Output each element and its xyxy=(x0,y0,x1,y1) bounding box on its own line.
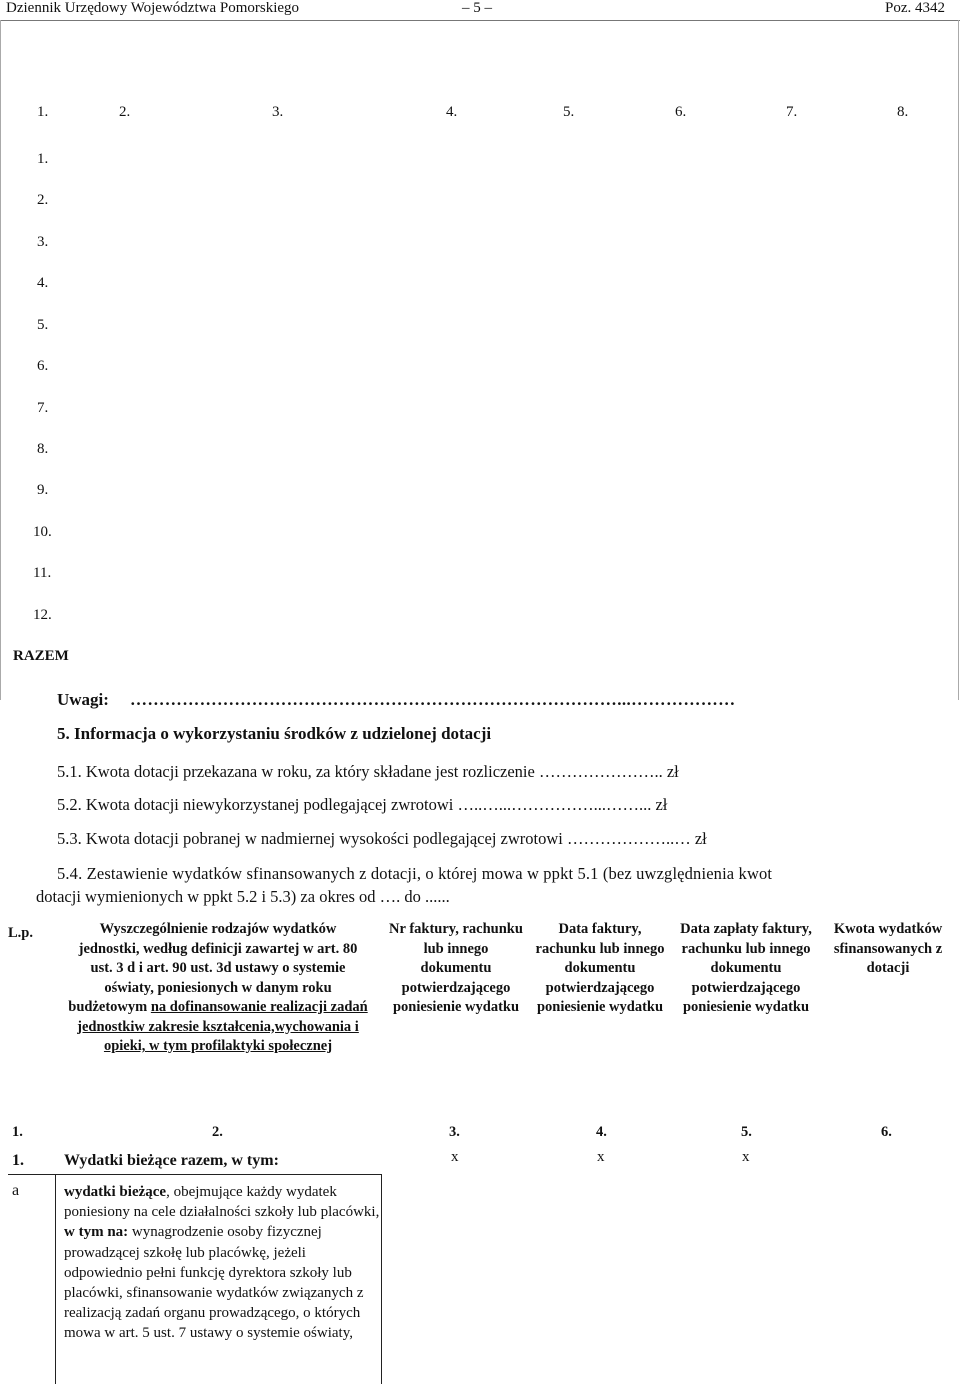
column-divider xyxy=(55,1174,56,1384)
header-lp: L.p. xyxy=(8,925,33,941)
row-number: 7. xyxy=(37,400,49,416)
table-border-left xyxy=(0,20,1,700)
item-5-4-line2: dotacji wymienionych w ppkt 5.2 i 5.3) za okres od …. do ...... xyxy=(36,887,450,906)
row-divider xyxy=(8,1174,382,1175)
row-a-lp: a xyxy=(12,1182,20,1199)
row-number: 4. xyxy=(37,275,49,291)
row-a-text-1: , obejmujące każdy wydatek poniesiony na cele działalności szkoły lub placówki, xyxy=(64,1184,380,1221)
row-number: 5. xyxy=(37,317,49,333)
column-number: 8. xyxy=(897,104,909,120)
row-1-label: Wydatki bieżące razem, w tym: xyxy=(64,1152,279,1169)
total-label: RAZEM xyxy=(13,648,69,664)
row-1-mark: x xyxy=(597,1149,605,1165)
column-divider xyxy=(381,1174,382,1384)
header-invoice-number: Nr faktury, rachunku lub innego dokumentu potwierdzającego poniesienie wydatku xyxy=(389,921,523,1015)
row-number: 11. xyxy=(33,565,52,581)
column-number: 6. xyxy=(881,1124,892,1140)
row-1-lp: 1. xyxy=(12,1152,24,1169)
position-number: Poz. 4342 xyxy=(885,0,945,16)
row-1-mark: x xyxy=(742,1149,750,1165)
row-number: 6. xyxy=(37,358,49,374)
section-5-title: 5. Informacja o wykorzystaniu środków z udzielonej dotacji xyxy=(57,724,492,743)
column-number: 2. xyxy=(212,1124,223,1140)
row-number: 8. xyxy=(37,441,49,457)
header-amount: Kwota wydatków sfinansowanych z dotacji xyxy=(833,921,943,976)
column-number: 7. xyxy=(786,104,798,120)
row-a-bold-intro: wydatki bieżące xyxy=(64,1184,167,1200)
remarks-dots: …………………………………………………………………………...……………… xyxy=(130,690,736,709)
row-a-bold-mid: w tym na: xyxy=(64,1224,129,1241)
header-payment-date: Data zapłaty faktury, rachunku lub innego dokumentu potwierdzającego poniesienie wydatku xyxy=(680,921,812,1015)
header-description-main: Wyszczególnienie rodzajów wydatków jednostki, według definicji zawartej w art. 80 ust. 3 d i art. 90 ust. 3d ustawy o systemie oświaty, poniesionych w danym roku budżetowym xyxy=(68,921,358,1015)
row-number: 12. xyxy=(33,607,52,623)
column-number: 1. xyxy=(37,104,49,120)
column-number: 1. xyxy=(12,1124,23,1140)
item-5-4-line1: 5.4. Zestawienie wydatków sfinansowanych z dotacji, o której mowa w ppkt 5.1 (bez uwzględnienia kwot xyxy=(57,864,773,883)
column-number: 2. xyxy=(119,104,131,120)
row-a-description xyxy=(64,1182,380,1344)
row-number: 2. xyxy=(37,192,49,208)
row-number: 1. xyxy=(37,151,49,167)
column-number: 3. xyxy=(449,1124,460,1140)
column-number: 5. xyxy=(741,1124,752,1140)
item-5-2: 5.2. Kwota dotacji niewykorzystanej podlegającej zwrotowi …..…...……………...……... zł xyxy=(57,795,668,814)
journal-title: Dziennik Urzędowy Województwa Pomorskiego xyxy=(6,0,300,16)
column-number: 4. xyxy=(596,1124,607,1140)
header-rule xyxy=(0,20,960,21)
column-number: 6. xyxy=(675,104,687,120)
column-number: 3. xyxy=(272,104,284,120)
item-5-1: 5.1. Kwota dotacji przekazana w roku, za który składane jest rozliczenie ………………….. zł xyxy=(57,762,679,781)
page-number: – 5 – xyxy=(462,0,492,16)
remarks-label: Uwagi: xyxy=(57,690,109,709)
item-5-3: 5.3. Kwota dotacji pobranej w nadmiernej wysokości podlegającej zwrotowi ………………..… zł xyxy=(57,829,707,848)
row-number: 3. xyxy=(37,234,49,250)
header-description-underlined: na dofinansowanie realizacji zadań jednostkiw zakresie kształcenia,wychowania i opieki, w tym profilaktyki społecznej xyxy=(77,999,368,1054)
table-border-right xyxy=(958,20,959,700)
header-invoice-date: Data faktury, rachunku lub innego dokumentu potwierdzającego poniesienie wydatku xyxy=(535,921,665,1015)
row-a-text-2: wynagrodzenie osoby fizycznej prowadzącej szkołę lub placówkę, jeżeli odpowiednio pełni funkcję dyrektora szkoły lub placówki, sfinansowanie wydatków związanych z realizacją zadań organu prowadzącego, o których mowa w art. 5 ust. 7 ustawy o systemie oświaty, xyxy=(64,1224,364,1342)
row-number: 9. xyxy=(37,482,49,498)
header-description xyxy=(68,920,368,1057)
row-1-mark: x xyxy=(451,1149,459,1165)
column-number: 4. xyxy=(446,104,458,120)
column-number: 5. xyxy=(563,104,575,120)
row-number: 10. xyxy=(33,524,52,540)
